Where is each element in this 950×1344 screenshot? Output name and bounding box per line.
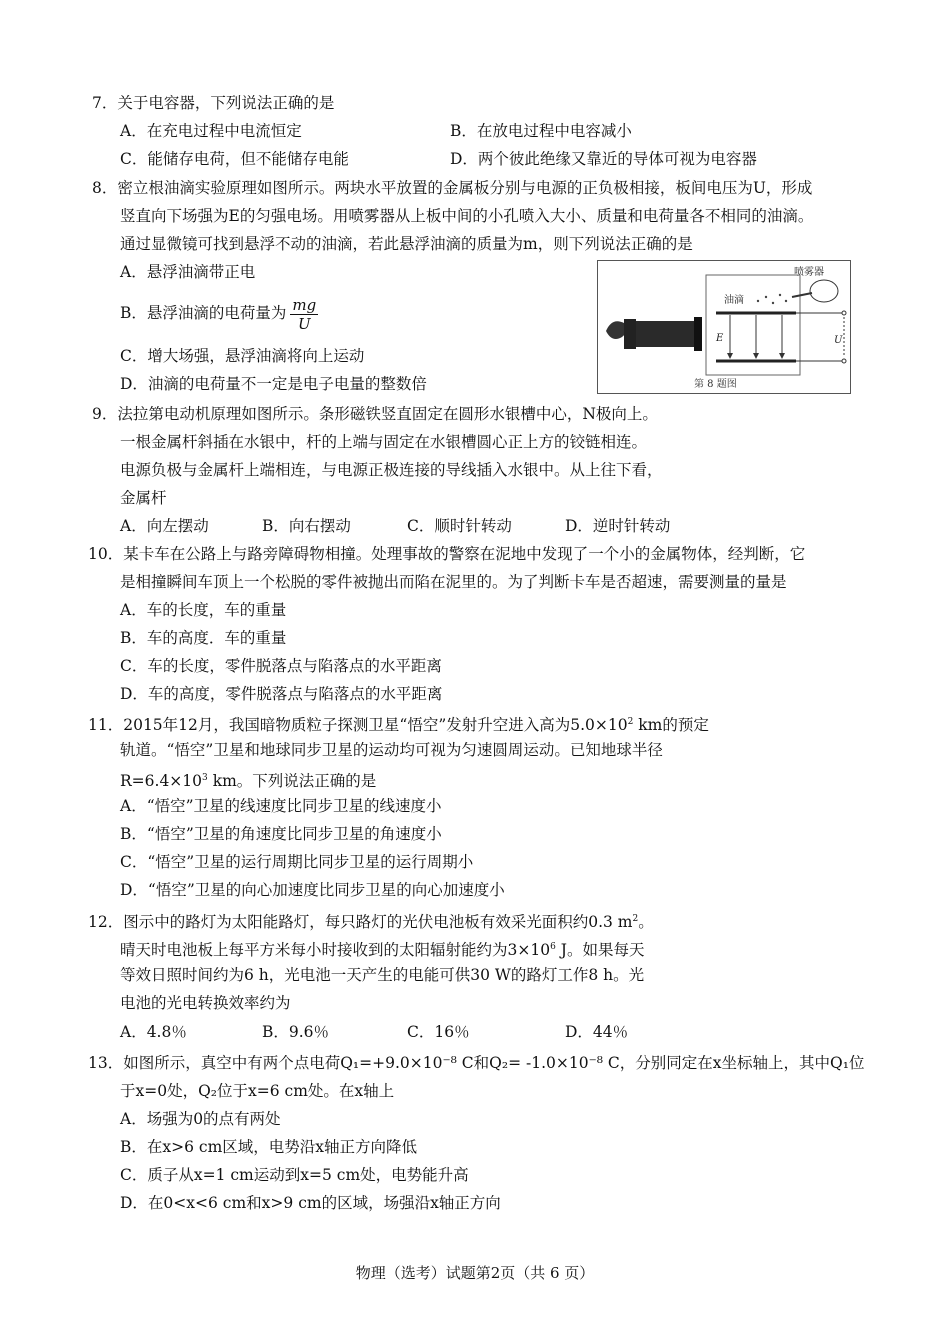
field-arrow-2 [753, 353, 759, 359]
q11-stem-1-tail: km的预定 [633, 716, 709, 735]
figure-caption: 第 8 题图 [694, 379, 737, 390]
droplet [765, 296, 767, 298]
q12-stem-3: 等效日照时间约为6 h，光电池一天产生的电能可供30 W的路灯工作8 h。光 [120, 966, 645, 984]
q8-option-d: D．油滴的电荷量不一定是电子电量的整数倍 [120, 375, 427, 393]
droplet [772, 302, 774, 304]
q8-option-c: C．增大场强，悬浮油滴将向上运动 [120, 347, 365, 365]
millikan-apparatus-diagram [598, 261, 850, 393]
q12-stem-2-tail: J。如果每天 [555, 941, 645, 960]
q11-stem-2: 轨道。“悟空”卫星和地球同步卫星的运动均可视为匀速圆周运动。已知地球半径 [120, 741, 663, 759]
q13-stem-2: 于x=0处，Q₂位于x=6 cm处。在x轴上 [120, 1082, 395, 1100]
droplet [785, 300, 787, 302]
q8-option-b [120, 293, 318, 333]
q12-option-d: D．44％ [565, 1023, 629, 1041]
q8-figure [597, 260, 851, 394]
q10-stem-2: 是相撞瞬间车顶上一个松脱的零件被抛出而陷在泥里的。为了判断卡车是否超速，需要测量的量是 [120, 573, 787, 591]
droplet [757, 300, 759, 302]
droplet-label: 油滴 [724, 295, 744, 306]
q10-option-b: B．车的高度．车的重量 [120, 629, 287, 647]
q9-option-c: C．顺时针转动 [407, 517, 512, 535]
q9-stem-1: 9．法拉第电动机原理如图所示。条形磁铁竖直固定在圆形水银槽中心，N极向上。 [92, 405, 658, 423]
q10-stem-1: 10．某卡车在公路上与路旁障碍物相撞。处理事故的警察在泥地中发现了一个小的金属物体，经判断，它 [88, 545, 806, 563]
q12-stem-2 [120, 936, 644, 961]
sprayer-label: 喷雾器 [794, 267, 824, 278]
microscope-eyepiece [624, 319, 636, 349]
microscope-tube [636, 321, 696, 347]
q8-stem-1: 8．密立根油滴实验原理如图所示。两块水平放置的金属板分别与电源的正负极相接，板间电压为U，形成 [92, 179, 813, 197]
q10-option-a: A．车的长度，车的重量 [120, 601, 287, 619]
q12-stem-1-tail: 。 [638, 913, 654, 932]
page-footer: 物理（选考）试题第2页（共 6 页） [355, 1264, 595, 1282]
q9-stem-4: 金属杆 [120, 489, 167, 507]
q13-stem-1: 13．如图所示，真空中有两个点电荷Q₁=+9.0×10⁻⁸ C和Q₂= -1.0×10⁻⁸ C，分别同定在x坐标轴上，其中Q₁位 [88, 1054, 865, 1072]
q8-fraction-numerator: mg [292, 295, 317, 314]
q12-stem-1 [88, 908, 654, 933]
field-arrow-3 [779, 353, 785, 359]
q11-stem-1-exponent: 2 [627, 717, 634, 727]
q11-option-b: B．“悟空”卫星的角速度比同步卫星的角速度小 [120, 825, 442, 843]
q7-option-a: A．在充电过程中电流恒定 [120, 122, 302, 140]
q12-stem-4: 电池的光电转换效率约为 [120, 994, 291, 1012]
q11-option-d: D．“悟空”卫星的向心加速度比同步卫星的向心加速度小 [120, 881, 505, 899]
q11-stem-3-exponent: 3 [202, 773, 208, 783]
q12-stem-1-text: 12．图示中的路灯为太阳能路灯，每只路灯的光伏电池板有效采光面积约0.3 m [88, 913, 633, 932]
q11-stem-3-tail: km。下列说法正确的是 [207, 772, 377, 791]
q13-option-d: D．在0<x<6 cm和x>9 cm的区域，场强沿x轴正方向 [120, 1194, 501, 1212]
q9-option-b: B．向右摆动 [262, 517, 351, 535]
q12-stem-1-exponent: 2 [632, 914, 639, 924]
sprayer-bulb [810, 280, 838, 302]
q8-stem-2: 竖直向下场强为E的匀强电场。用喷雾器从上板中间的小孔喷入大小、质量和电荷量各不相同的油滴。 [120, 207, 814, 225]
terminal-top [842, 311, 846, 315]
q8-option-a: A．悬浮油滴带正电 [120, 263, 256, 281]
q9-stem-2: 一根金属杆斜插在水银中，杆的上端与固定在水银槽圆心正上方的铰链相连。 [120, 433, 648, 451]
q11-stem-3-text: R=6.4×10 [120, 772, 203, 791]
q9-option-a: A．向左摆动 [120, 517, 209, 535]
q10-option-c: C．车的长度，零件脱落点与陷落点的水平距离 [120, 657, 442, 675]
q12-stem-2-text: 晴天时电池板上每平方米每小时接收到的太阳辐射能约为3×10 [120, 941, 551, 960]
q8-stem-3: 通过显微镜可找到悬浮不动的油滴，若此悬浮油滴的质量为m，则下列说法正确的是 [120, 235, 693, 253]
q11-stem-1-text: 11．2015年12月，我国暗物质粒子探测卫星“悟空”发射升空进入高为5.0×10 [88, 716, 628, 735]
q8-fraction [290, 296, 318, 333]
q7-option-c: C．能储存电荷，但不能储存电能 [120, 150, 349, 168]
droplet [779, 294, 781, 296]
q12-stem-2-exponent: 6 [550, 942, 556, 952]
q11-option-c: C．“悟空”卫星的运行周期比同步卫星的运行周期小 [120, 853, 474, 871]
q12-option-b: B．9.6％ [262, 1023, 330, 1041]
field-arrow-1 [727, 353, 733, 359]
q10-option-d: D．车的高度，零件脱落点与陷落点的水平距离 [120, 685, 443, 703]
q12-option-c: C．16％ [407, 1023, 470, 1041]
q9-option-d: D．逆时针转动 [565, 517, 671, 535]
q7-option-d: D．两个彼此绝缘又靠近的导体可视为电容器 [450, 150, 757, 168]
q13-option-b: B．在x>6 cm区域，电势沿x轴正方向降低 [120, 1138, 418, 1156]
q13-option-c: C．质子从x=1 cm运动到x=5 cm处，电势能升高 [120, 1166, 469, 1184]
q7-option-b: B．在放电过程中电容减小 [450, 122, 632, 140]
terminal-bottom [842, 359, 846, 363]
field-e-label: E [716, 333, 724, 344]
q12-option-a: A．4.8％ [120, 1023, 187, 1041]
q7-stem: 7．关于电容器，下列说法正确的是 [92, 94, 335, 112]
q11-stem-1 [88, 711, 709, 736]
q8-option-b-text: B．悬浮油滴的电荷量为 [120, 304, 287, 322]
voltage-u-label: U [834, 335, 843, 346]
q9-stem-3: 电源负极与金属杆上端相连，与电源正极连接的导线插入水银中。从上往下看， [120, 461, 663, 479]
q11-stem-3 [120, 767, 376, 792]
q13-option-a: A．场强为0的点有两处 [120, 1110, 281, 1128]
q8-fraction-denominator: U [297, 314, 311, 333]
microscope-objective [694, 317, 702, 351]
sprayer-nozzle [792, 293, 812, 297]
q11-option-a: A．“悟空”卫星的线速度比同步卫星的线速度小 [120, 797, 442, 815]
